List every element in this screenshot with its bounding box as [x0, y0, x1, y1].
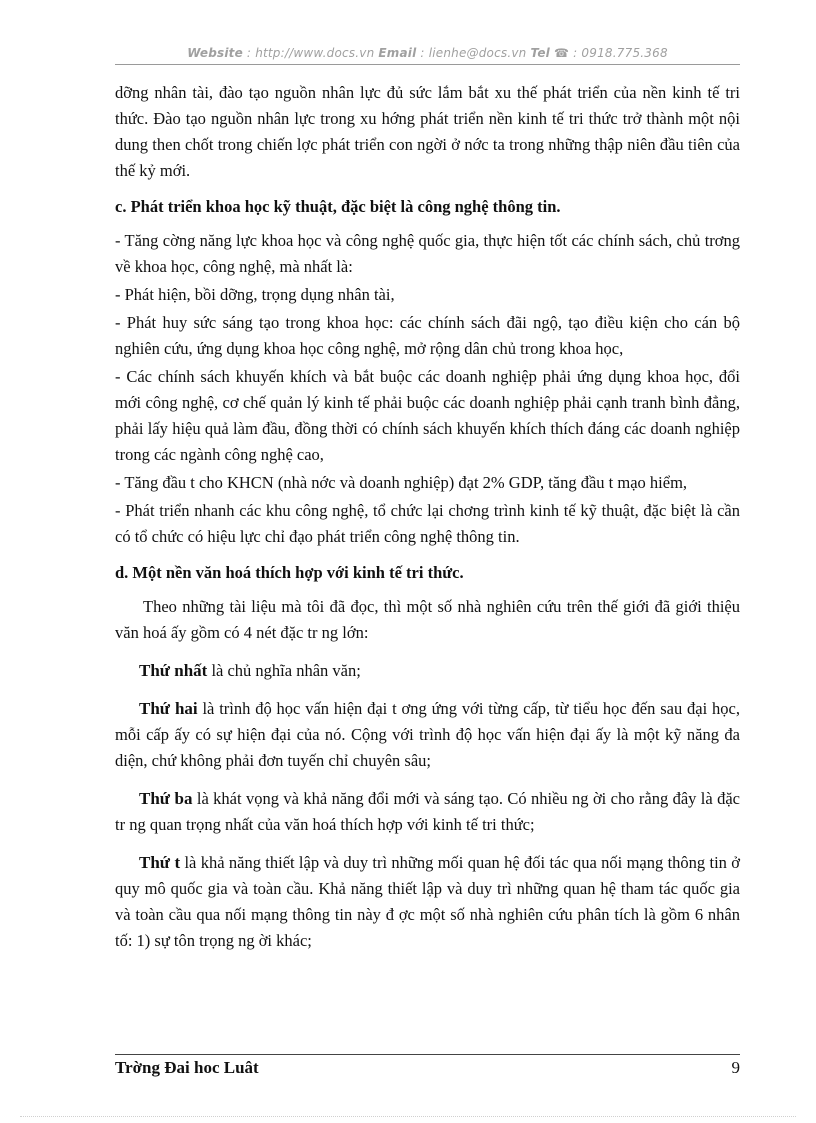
feature-text: là khát vọng và khả năng đổi mới và sáng tạo. Có nhiều ng ời cho rằng đây là đặc tr ng quan trọng nhất của văn hoá thích hợp với kinh tế tri thức; [115, 789, 741, 834]
section-d-intro: Theo những tài liệu mà tôi đã đọc, thì một số nhà nghiên cứu trên thế giới đã giới thiệu văn hoá ấy gồm có 4 nét đặc tr ng lớn: [115, 597, 740, 642]
list-item: - Phát triển nhanh các khu công nghệ, tổ chức lại chơng trình kinh tế kỹ thuật, đặc biệt là cần có tổ chức có hiệu lực chỉ đạo phát triển công nghệ thông tin. [115, 501, 740, 546]
website-value: : http://www.docs.vn [242, 46, 379, 60]
page-header [115, 46, 740, 60]
list-item: - Các chính sách khuyến khích và bắt buộc các doanh nghiệp phải ứng dụng khoa học, đổi mới công nghệ, cơ chế quản lý kinh tế phải buộc các doanh nghiệp phải cạnh tranh bình đẳng, phải lấy hiệu quả làm đầu, đồng thời có chính sách khuyến khích thích đáng các doanh nghiệp trong các ngành công nghệ cao, [115, 367, 740, 464]
email-label: Email [378, 46, 417, 60]
section-c-heading: c. Phát triển khoa học kỹ thuật, đặc biệt là công nghệ thông tin. [115, 197, 561, 216]
email-value: : lienhe@docs.vn [416, 46, 531, 60]
section-d-heading: d. Một nền văn hoá thích hợp với kinh tế tri thức. [115, 563, 464, 582]
header-divider [115, 64, 740, 65]
feature-label: Thứ ba [139, 789, 193, 808]
feature-text: là chủ nghĩa nhân văn; [207, 661, 361, 680]
website-label: Website [187, 46, 243, 60]
feature-label: Thứ hai [139, 699, 198, 718]
feature-paragraph [115, 850, 740, 954]
section-c-list [115, 228, 740, 550]
feature-paragraph [115, 658, 740, 684]
page-bottom-edge [20, 1116, 796, 1117]
list-item: - Phát huy sức sáng tạo trong khoa học: các chính sách đãi ngộ, tạo điều kiện cho cán bộ nghiên cứu, ứng dụng khoa học công nghệ, mở rộng dân chủ trong khoa học, [115, 313, 740, 358]
tel-label: Tel [530, 46, 550, 60]
list-item: - Tăng đầu t cho KHCN (nhà nớc và doanh nghiệp) đạt 2% GDP, tăng đầu t mạo hiểm, [115, 473, 688, 492]
footer-school: Trờng Đai hoc Luât [115, 1058, 259, 1077]
page-footer [115, 1058, 740, 1078]
feature-text: là trình độ học vấn hiện đại t ơng ứng với từng cấp, từ tiểu học đến sau đại học, mỗi cấp ấy có sự hiện đại của nó. Cộng với trình độ học vấn hiện đại ấy là một kỹ năng đa diện, chứ không phải đơn tuyến chỉ chuyên sâu; [115, 699, 740, 770]
feature-paragraph [115, 696, 740, 774]
tel-value: ☎ : 0918.775.368 [549, 46, 668, 60]
page-body [115, 80, 740, 954]
list-item: - Phát hiện, bồi dỡng, trọng dụng nhân tài, [115, 285, 395, 304]
feature-paragraph [115, 786, 740, 838]
intro-paragraph: dỡng nhân tài, đào tạo nguồn nhân lực đủ sức lắm bắt xu thế phát triển của nền kinh tế tri thức. Đào tạo nguồn nhân lực trong xu hớng phát triển nền kinh tế tri thức trở thành một nội dung then chốt trong chiến lợc phát triển con ngời ở nớc ta trong những thập niên đầu tiên của thế kỷ mới. [115, 83, 740, 180]
footer-divider [115, 1054, 740, 1055]
page-number: 9 [731, 1058, 740, 1077]
feature-text: là khả năng thiết lập và duy trì những mối quan hệ đối tác qua nối mạng thông tin ở quy mô quốc gia và toàn cầu. Khả năng thiết lập và duy trì những quan hệ tham tác quốc gia và toàn cầu qua nối mạng thông tin này đ ợc một số nhà nghiên cứu phân tích là gồm 6 nhân tố: 1) sự tôn trọng ng ời khác; [115, 853, 740, 950]
feature-label: Thứ nhất [139, 661, 208, 680]
list-item: - Tăng cờng năng lực khoa học và công nghệ quốc gia, thực hiện tốt các chính sách, chủ trơng về khoa học, công nghệ, mà nhất là: [115, 231, 740, 276]
feature-label: Thứ t [139, 853, 181, 872]
